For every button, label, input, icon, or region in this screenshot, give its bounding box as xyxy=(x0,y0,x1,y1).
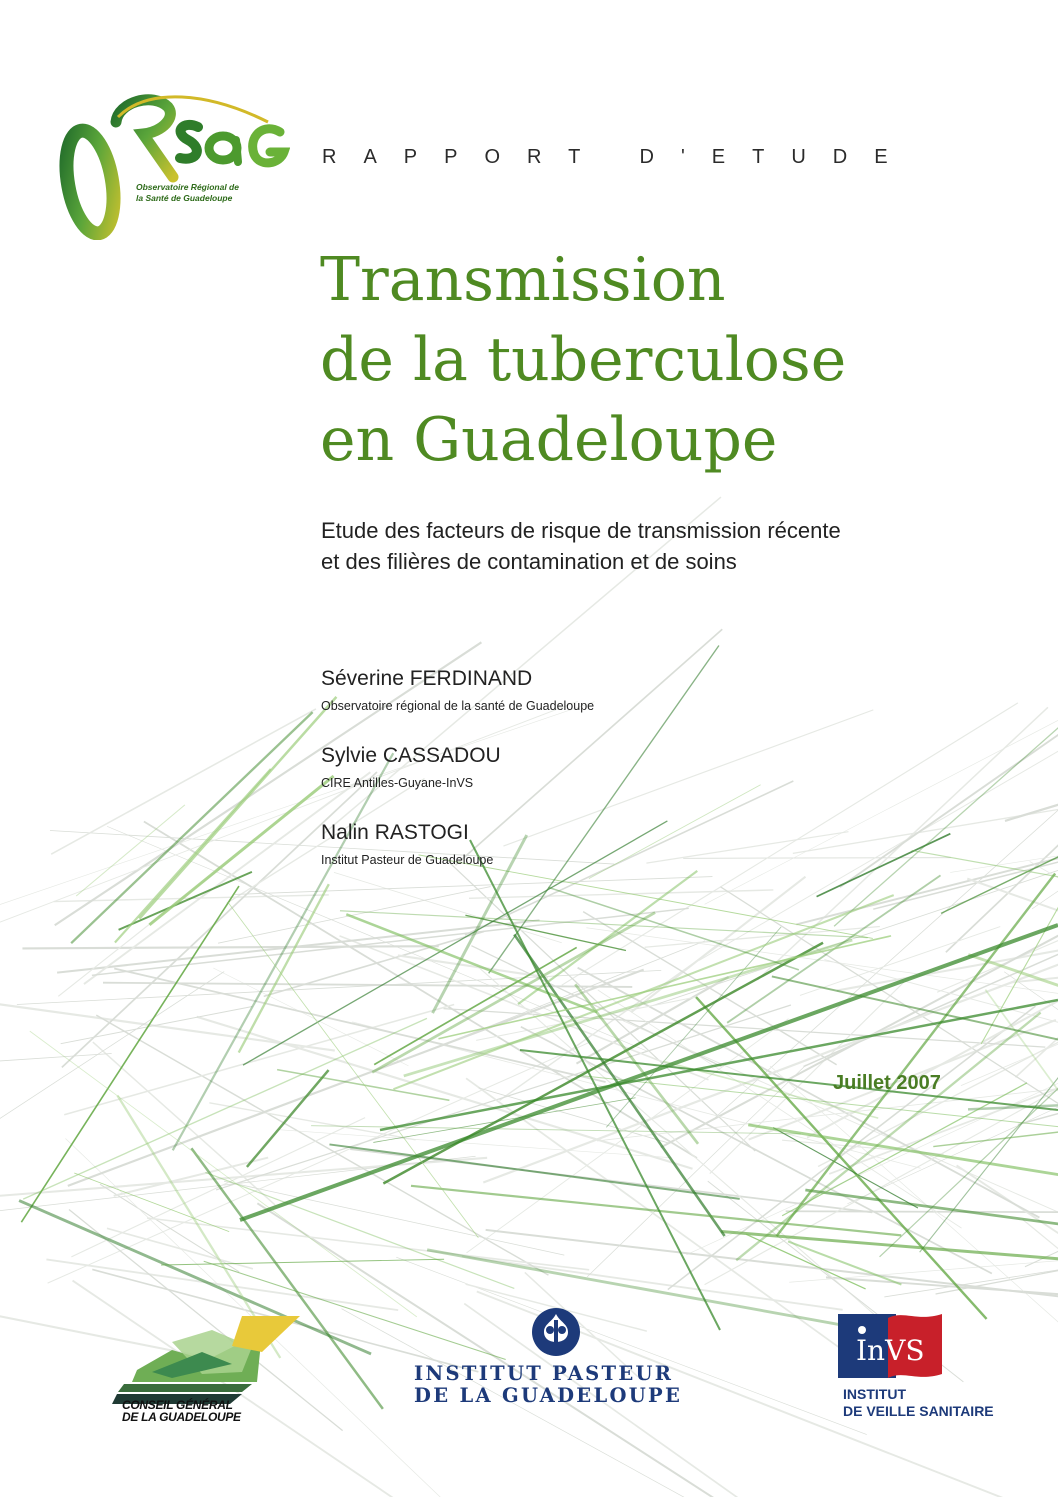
fiber-strand xyxy=(786,1211,1058,1212)
fiber-strand xyxy=(0,1054,112,1064)
title-line-1: Transmission xyxy=(320,245,726,315)
fiber-strand xyxy=(239,884,329,1052)
author-name: Nalin RASTOGI xyxy=(321,821,469,844)
author-name: Sylvie CASSADOU xyxy=(321,744,501,767)
fiber-strand xyxy=(486,1230,1058,1301)
fiber-strand xyxy=(1025,1167,1058,1267)
pasteur-line-2: DE LA GUADELOUPE xyxy=(414,1384,683,1407)
report-subtitle xyxy=(321,515,841,577)
fiber-strand xyxy=(161,1259,444,1265)
conseil-line-2: DE LA GUADELOUPE xyxy=(122,1410,241,1424)
fiber-strand xyxy=(346,914,597,1012)
title-line-2: de la tuberculose xyxy=(320,325,847,395)
invs-line-2: DE VEILLE SANITAIRE xyxy=(843,1403,994,1419)
fiber-strand xyxy=(74,1173,229,1232)
title-line-3: en Guadeloupe xyxy=(320,405,778,475)
fiber-strand xyxy=(477,966,874,1314)
fiber-strand xyxy=(443,1009,1045,1047)
fiber-strand xyxy=(51,709,316,854)
fiber-strand xyxy=(22,946,438,948)
fiber-strand xyxy=(465,915,626,950)
fiber-strand xyxy=(941,824,1058,914)
fiber-strand xyxy=(398,955,548,977)
invs-label xyxy=(843,1386,994,1420)
fiber-strand xyxy=(247,1070,329,1167)
fiber-strand xyxy=(589,785,761,879)
fiber-strand xyxy=(119,872,252,930)
invs-logo xyxy=(838,1310,942,1382)
fiber-strand xyxy=(21,886,239,1222)
author-affiliation: Institut Pasteur de Guadeloupe xyxy=(321,853,494,867)
institut-pasteur-logo xyxy=(530,1306,582,1358)
fiber-strand xyxy=(503,710,873,846)
fiber-strand xyxy=(840,560,1058,888)
orsag-subtitle-2: la Santé de Guadeloupe xyxy=(136,193,233,203)
fiber-strand xyxy=(380,1000,1058,1130)
fiber-strand xyxy=(334,872,562,942)
author-name: Séverine FERDINAND xyxy=(321,667,533,690)
fiber-strand xyxy=(699,637,1058,961)
orsag-subtitle-1: Observatoire Régional de xyxy=(136,182,239,192)
report-series-label: RAPPORT D'ETUDE xyxy=(322,146,915,168)
fiber-strand xyxy=(115,769,271,943)
fiber-strand xyxy=(373,1098,635,1143)
fiber-strand xyxy=(548,887,798,970)
subtitle-line-1: Etude des facteurs de risque de transmission récente xyxy=(321,518,841,543)
fiber-strand xyxy=(470,840,720,1330)
invs-badge-text: InVS xyxy=(856,1334,925,1367)
conseil-general-label xyxy=(122,1399,241,1423)
fiber-strand xyxy=(597,1072,1058,1141)
fiber-strand xyxy=(71,712,312,943)
fiber-strand xyxy=(705,1030,1058,1285)
fiber-strand xyxy=(235,877,713,895)
fiber-strand xyxy=(149,776,333,925)
pasteur-line-1: INSTITUT PASTEUR xyxy=(414,1362,674,1385)
fiber-strand xyxy=(92,908,689,975)
fiber-strand xyxy=(139,697,336,919)
author-affiliation: CIRE Antilles-Guyane-InVS xyxy=(321,776,474,790)
conseil-line-1: CONSEIL GÉNÉRAL xyxy=(122,1398,233,1412)
fiber-strand xyxy=(817,834,951,897)
orsag-logo xyxy=(58,82,290,240)
fiber-strand xyxy=(257,1203,790,1497)
fiber-strand xyxy=(562,703,1018,985)
author-affiliation: Observatoire régional de la santé de Guadeloupe xyxy=(321,699,595,713)
invs-line-1: INSTITUT xyxy=(843,1386,906,1402)
fiber-strand xyxy=(30,1031,417,1317)
fiber-strand xyxy=(224,1181,564,1255)
institut-pasteur-label xyxy=(414,1363,682,1407)
fiber-strand xyxy=(668,1006,1036,1289)
fiber-strand xyxy=(96,1015,548,1275)
subtitle-line-2: et des filières de contamination et de soins xyxy=(321,549,737,574)
publication-date: Juillet 2007 xyxy=(833,1072,941,1094)
fiber-strand xyxy=(1023,1219,1058,1387)
report-title xyxy=(320,240,1020,480)
fiber-strand xyxy=(1005,732,1058,821)
